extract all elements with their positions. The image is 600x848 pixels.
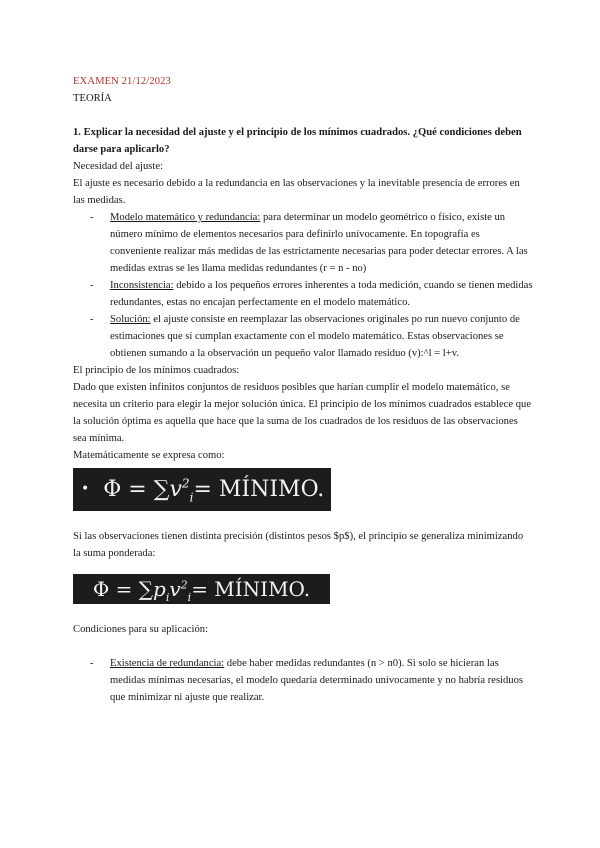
- need-paragraph: El ajuste es necesario debido a la redundancia en las observaciones y la inevitable presencia de errores en las medidas.: [73, 178, 520, 206]
- conditions-list: [73, 655, 533, 706]
- exam-header: EXAMEN 21/12/2023: [73, 76, 171, 87]
- formula-var: $v^2_i$: [169, 476, 194, 505]
- item-term: Solución:: [110, 314, 151, 325]
- item-text: debido a los pequeños errores inherentes a toda medición, cuando se tienen medidas redundantes, estas no encajan perfectamente en el modelo matemático.: [110, 280, 533, 308]
- list-item: [73, 277, 533, 311]
- formula-weighted-least-squares: [73, 574, 330, 604]
- need-list: [73, 209, 533, 362]
- formula-least-squares: [73, 468, 331, 511]
- formula-rhs: = MÍNIMO.: [191, 576, 311, 601]
- need-heading: Necesidad del ajuste:: [73, 161, 164, 172]
- dash-bullet: -: [90, 658, 94, 669]
- list-item: [73, 655, 533, 706]
- item-term: Modelo matemático y redundancia:: [110, 212, 261, 223]
- weighted-paragraph: Si las observaciones tienen distinta precisión (distintos pesos $p$), el principio se generaliza minimizando la suma ponderada:: [73, 531, 524, 559]
- item-term: Existencia de redundancia:: [110, 658, 225, 669]
- formula-lhs: Φ = ∑: [92, 576, 153, 601]
- question-title: 1. Explicar la necesidad del ajuste y el principio de los mínimos cuadrados. ¿Qué condiciones deben darse para aplicarlo?: [73, 127, 522, 155]
- list-item: [73, 311, 533, 362]
- principle-heading: El principio de los mínimos cuadrados:: [73, 365, 240, 376]
- math-intro: Matemáticamente se expresa como:: [73, 450, 225, 461]
- formula-var: $p_iv^2_i$: [153, 576, 192, 604]
- dash-bullet: -: [90, 212, 94, 223]
- principle-paragraph: Dado que existen infinitos conjuntos de residuos posibles que harían cumplir el modelo matemático, se necesita un criterio para elegir la mejor solución única. El principio de los mínimos cuadrados establece que la solución óptima es aquella que hace que la suma de los cuadrados de los residuos de las observaciones sea mínima.: [73, 382, 532, 444]
- dash-bullet: -: [90, 314, 94, 325]
- dash-bullet: -: [90, 280, 94, 291]
- item-text: debe haber medidas redundantes (n > n0). Si solo se hicieran las medidas mínimas necesarias, el modelo quedaría determinado unívocamente y no habría residuos que minimizar ni ajuste que realizar.: [110, 658, 524, 703]
- formula-rhs: = MÍNIMO.: [193, 477, 325, 502]
- bullet-icon: •: [81, 481, 90, 497]
- item-text: el ajuste consiste en reemplazar las observaciones originales po run nuevo conjunto de estimaciones que sí cumplan exactamente con el modelo matemático. Estas observaciones se obtienen sumando a la observación un pequeño valor llamado residuo (v):^l = l+v.: [110, 314, 520, 359]
- list-item: [73, 209, 533, 277]
- formula-lhs: Φ = ∑: [103, 477, 170, 502]
- item-text: para determinar un modelo geométrico o físico, existe un número mínimo de elementos necesarios para definirlo unívocamente. En topografía es conveniente realizar más medidas de las estrictamente necesarias para poder detectar errores. A las medidas extras se les llama medidas redundantes (r = n - no): [110, 212, 528, 274]
- conditions-heading: Condiciones para su aplicación:: [73, 624, 209, 635]
- document-page: [73, 73, 533, 706]
- item-term: Inconsistencia:: [110, 280, 174, 291]
- section-title: TEORÍA: [73, 93, 112, 104]
